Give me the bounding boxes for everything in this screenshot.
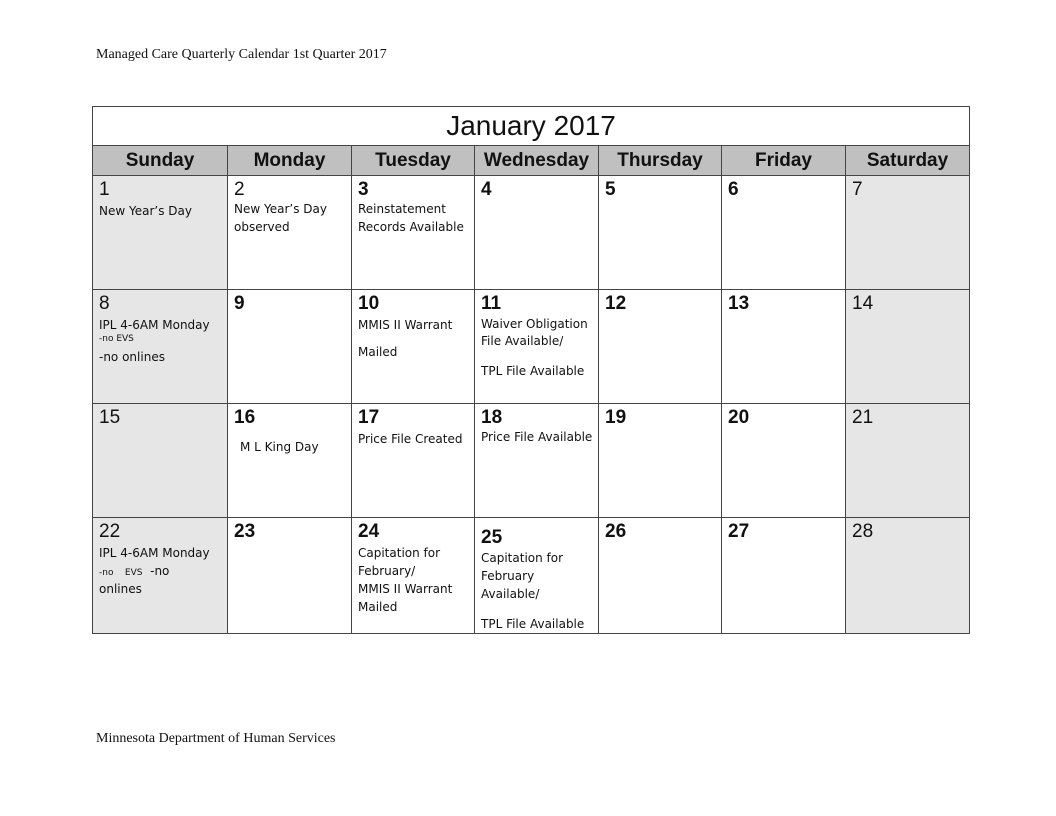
day-cell [93, 176, 228, 290]
day-number: 27 [728, 521, 750, 542]
page-header: Managed Care Quarterly Calendar 1st Quarter 2017 [96, 47, 387, 62]
day-cell [228, 176, 352, 290]
day-cell [599, 518, 722, 634]
day-number: 1 [99, 179, 110, 200]
event-text: Capitation for [481, 551, 564, 565]
day-number: 21 [852, 407, 874, 428]
event-text: -no onlines [99, 350, 165, 364]
day-cell [846, 176, 970, 290]
event-text: Price File Available [481, 430, 593, 444]
day-cell [846, 518, 970, 634]
event-text: February/ [358, 564, 416, 578]
page-footer: Minnesota Department of Human Services [96, 731, 336, 746]
day-cell [475, 404, 599, 518]
event-text: Mailed [358, 600, 398, 614]
day-cell [846, 404, 970, 518]
day-number: 13 [728, 293, 750, 314]
dow-saturday: Saturday [846, 146, 970, 176]
event-text: File Available/ [481, 334, 564, 348]
day-cell [599, 176, 722, 290]
dow-sunday: Sunday [93, 146, 228, 176]
day-cell [352, 518, 475, 634]
day-cell [93, 518, 228, 634]
day-number: 9 [234, 293, 245, 314]
event-text: Waiver Obligation [481, 317, 588, 331]
day-number: 20 [728, 407, 750, 428]
event-text: February [481, 569, 535, 583]
event-text: IPL 4-6AM Monday [99, 318, 210, 332]
event-text: IPL 4-6AM Monday [99, 546, 210, 560]
event-text: MMIS II Warrant [358, 318, 453, 332]
day-number: 19 [605, 407, 627, 428]
day-number: 14 [852, 293, 874, 314]
event-text: -no [150, 564, 170, 578]
day-cell [352, 290, 475, 404]
day-number: 17 [358, 407, 380, 428]
day-number: 7 [852, 179, 863, 200]
day-number: 15 [99, 407, 121, 428]
dow-thursday: Thursday [599, 146, 722, 176]
calendar-title: January 2017 [93, 107, 970, 146]
day-number: 5 [605, 179, 616, 200]
day-number: 28 [852, 521, 874, 542]
event-text: New Year’s Day [234, 202, 327, 216]
event-text: Reinstatement [358, 202, 446, 216]
day-number: 26 [605, 521, 627, 542]
event-text: Records Available [358, 220, 464, 234]
day-number: 16 [234, 407, 256, 428]
day-cell [722, 404, 846, 518]
dow-monday: Monday [228, 146, 352, 176]
day-number: 2 [234, 179, 245, 200]
event-text: Capitation for [358, 546, 441, 560]
day-number: 12 [605, 293, 627, 314]
calendar-table [92, 106, 970, 634]
day-cell [475, 290, 599, 404]
day-number: 4 [481, 179, 492, 200]
event-text: -no [99, 568, 114, 578]
event-text: Mailed [358, 345, 398, 359]
event-text: observed [234, 220, 290, 234]
dow-tuesday: Tuesday [352, 146, 475, 176]
day-cell [599, 404, 722, 518]
day-cell [722, 176, 846, 290]
day-number: 23 [234, 521, 256, 542]
day-cell [352, 404, 475, 518]
day-number: 6 [728, 179, 739, 200]
day-cell [352, 176, 475, 290]
dow-friday: Friday [722, 146, 846, 176]
day-cell [846, 290, 970, 404]
event-text: EVS [124, 568, 143, 578]
day-number: 11 [481, 293, 502, 314]
day-number: 25 [481, 527, 503, 548]
day-number: 3 [358, 179, 369, 200]
day-cell [228, 404, 352, 518]
event-text: TPL File Available [481, 364, 585, 378]
event-text: New Year’s Day [99, 204, 192, 218]
event-text: Price File Created [358, 432, 463, 446]
day-number: 8 [99, 293, 110, 314]
day-cell [599, 290, 722, 404]
day-number: 10 [358, 293, 380, 314]
day-number: 22 [99, 521, 121, 542]
dow-wednesday: Wednesday [475, 146, 599, 176]
event-text: TPL File Available [481, 617, 585, 631]
day-cell [722, 290, 846, 404]
day-cell [93, 290, 228, 404]
day-cell [228, 290, 352, 404]
day-cell [475, 176, 599, 290]
day-cell [475, 518, 599, 634]
day-number: 18 [481, 407, 503, 428]
event-text: Available/ [481, 587, 540, 601]
event-text: MMIS II Warrant [358, 582, 453, 596]
event-text: M L King Day [240, 440, 319, 454]
day-cell [722, 518, 846, 634]
day-cell [93, 404, 228, 518]
day-cell [228, 518, 352, 634]
event-text: -no EVS [99, 334, 134, 344]
day-number: 24 [358, 521, 380, 542]
event-text: onlines [99, 582, 142, 596]
